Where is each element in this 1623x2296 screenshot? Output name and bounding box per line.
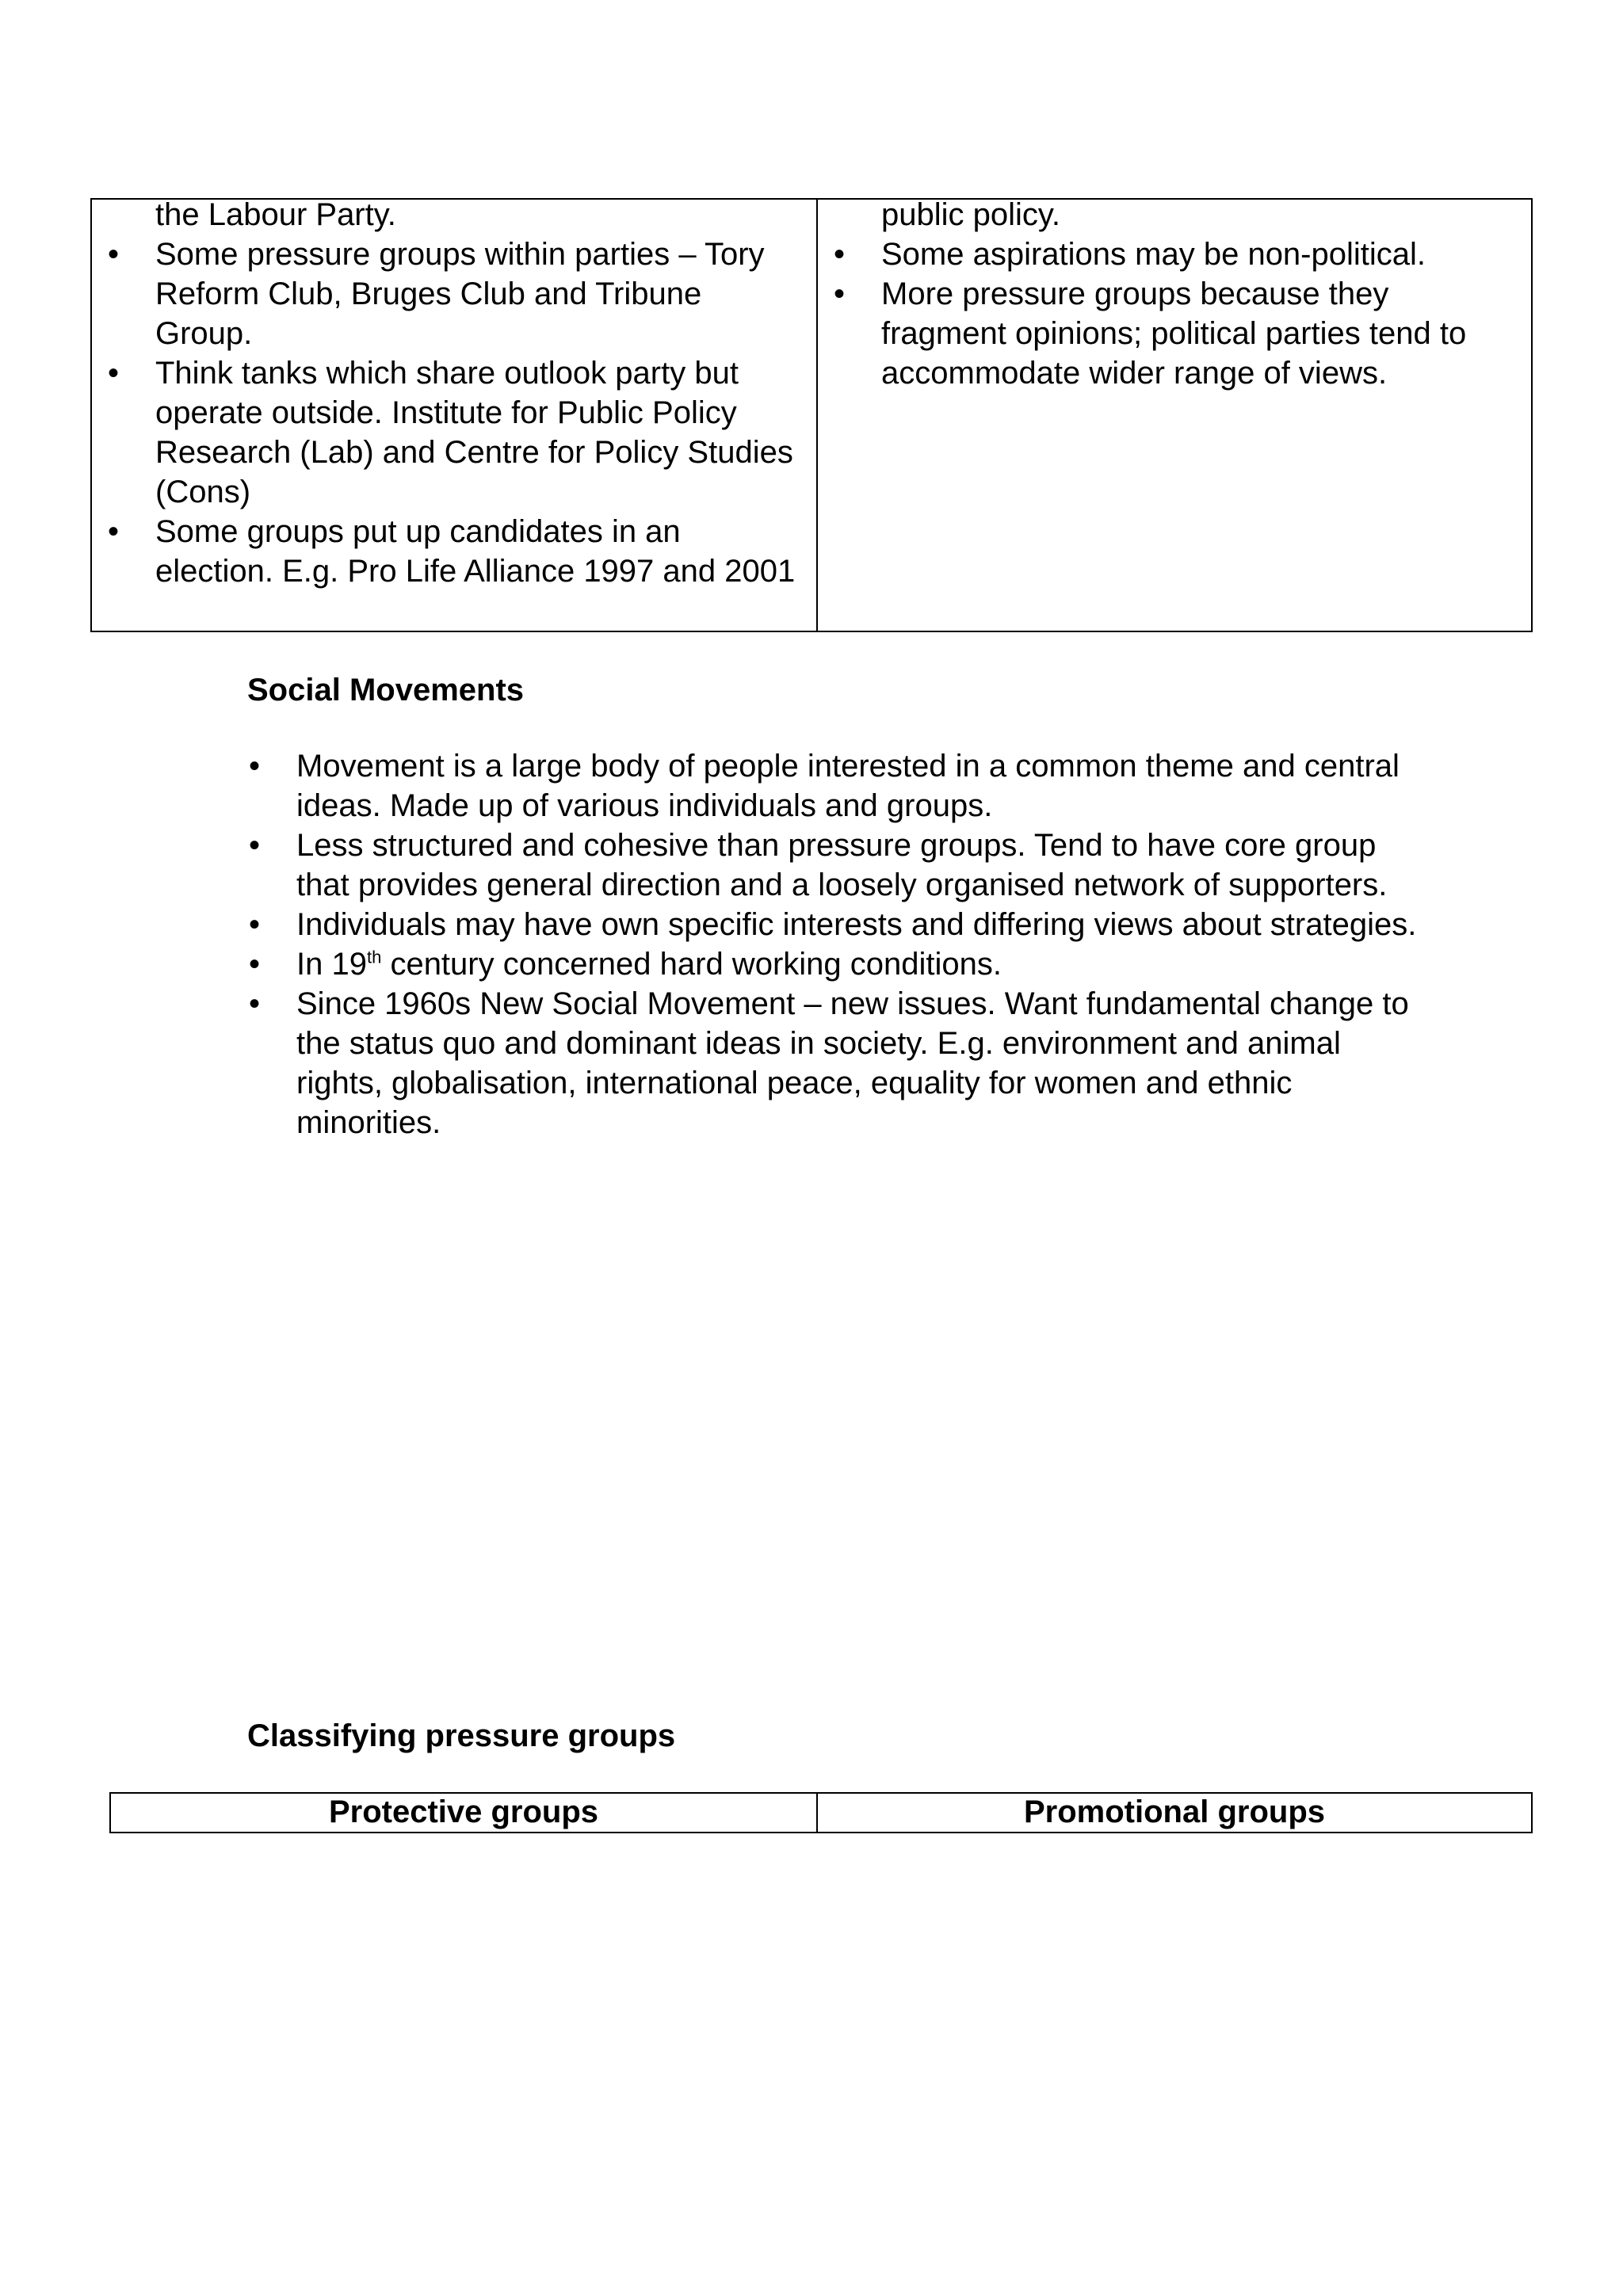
ordinal-superscript: th: [366, 947, 382, 967]
list-item: • Some aspirations may be non-political.: [881, 235, 1507, 274]
comparison-table-right-cell: [818, 197, 1531, 631]
list-item: the Labour Party.: [155, 197, 396, 232]
list-item: • Since 1960s New Social Movement – new issues. Want fundamental change to the status quo and dominant ideas in society. E.g. environment and animal rights, globalisation, international peace, equality for women and ethnic minorities.: [296, 984, 1422, 1142]
social-movements-list: [296, 746, 1422, 1142]
protective-groups-header: Protective groups: [111, 1794, 818, 1832]
classifying-heading: Classifying pressure groups: [247, 1718, 676, 1753]
list-item: • Movement is a large body of people interested in a common theme and central ideas. Made up of various individuals and groups.: [296, 746, 1422, 826]
classification-table: [109, 1792, 1533, 1833]
list-item: • More pressure groups because they fragment opinions; political parties tend to accommodate wider range of views.: [881, 274, 1507, 393]
list-item: [296, 944, 1422, 984]
list-item: • Think tanks which share outlook party but operate outside. Institute for Public Policy Research (Lab) and Centre for Policy Studies (Cons): [155, 353, 800, 512]
list-item: • Some groups put up candidates in an election. E.g. Pro Life Alliance 1997 and 2001: [155, 512, 800, 591]
list-item-text-end: century concerned hard working conditions.: [381, 947, 1002, 982]
right-cell-list: [818, 195, 1531, 393]
left-cell-list: [92, 195, 816, 591]
list-item: • Individuals may have own specific interests and differing views about strategies.: [296, 905, 1422, 944]
comparison-table-left-cell: [92, 197, 818, 631]
list-item: • Some pressure groups within parties – Tory Reform Club, Bruges Club and Tribune Group.: [155, 235, 800, 353]
list-item-text-start: In 19: [296, 947, 367, 982]
promotional-groups-header: Promotional groups: [1024, 1794, 1325, 1829]
social-movements-heading: Social Movements: [247, 673, 525, 707]
list-item: public policy.: [881, 197, 1061, 232]
list-item: • Less structured and cohesive than pressure groups. Tend to have core group that provides general direction and a loosely organised network of supporters.: [296, 826, 1422, 905]
comparison-table: [90, 198, 1533, 632]
